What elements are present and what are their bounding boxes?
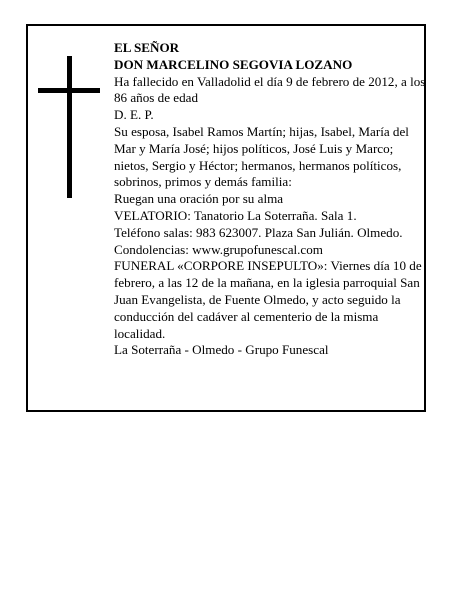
wake-info: VELATORIO: Tanatorio La Soterraña. Sala 1.: [114, 207, 357, 223]
notice-title: EL SEÑOR: [114, 40, 180, 55]
cross-vertical-bar: [67, 56, 72, 198]
family-list: Su esposa, Isabel Ramos Martín; hijas, Isabel, María del Mar y María José; hijos políticos, José Luis y Marco; nietos, Sergio y Héctor; hermanos, hermanos políticos, sobrinos, primos y demás familia:: [114, 123, 409, 190]
deceased-name: DON MARCELINO SEGOVIA LOZANO: [114, 56, 353, 72]
condolences-info: Condolencias: www.grupofunescal.com: [114, 241, 323, 257]
funeral-home-footer: La Soterraña - Olmedo - Grupo Funescal: [114, 342, 329, 358]
cross-horizontal-bar: [38, 88, 100, 93]
phone-info: Teléfono salas: 983 623007. Plaza San Julián. Olmedo.: [114, 224, 403, 240]
funeral-info: FUNERAL «CORPORE INSEPULTO»: Viernes día 10 de febrero, a las 12 de la mañana, en la iglesia parroquial San Juan Evangelista, de Fuente Olmedo, y acto seguido la conducción del cadáver al cementerio de la misma localidad.: [114, 258, 422, 341]
prayer-request: Ruegan una oración por su alma: [114, 191, 284, 207]
obituary-notice: [26, 24, 426, 412]
death-announcement: Ha fallecido en Valladolid el día 9 de febrero de 2012, a los 86 años de edad: [114, 73, 426, 106]
notice-body: [114, 40, 426, 359]
rip-line: D. E. P.: [114, 107, 154, 123]
